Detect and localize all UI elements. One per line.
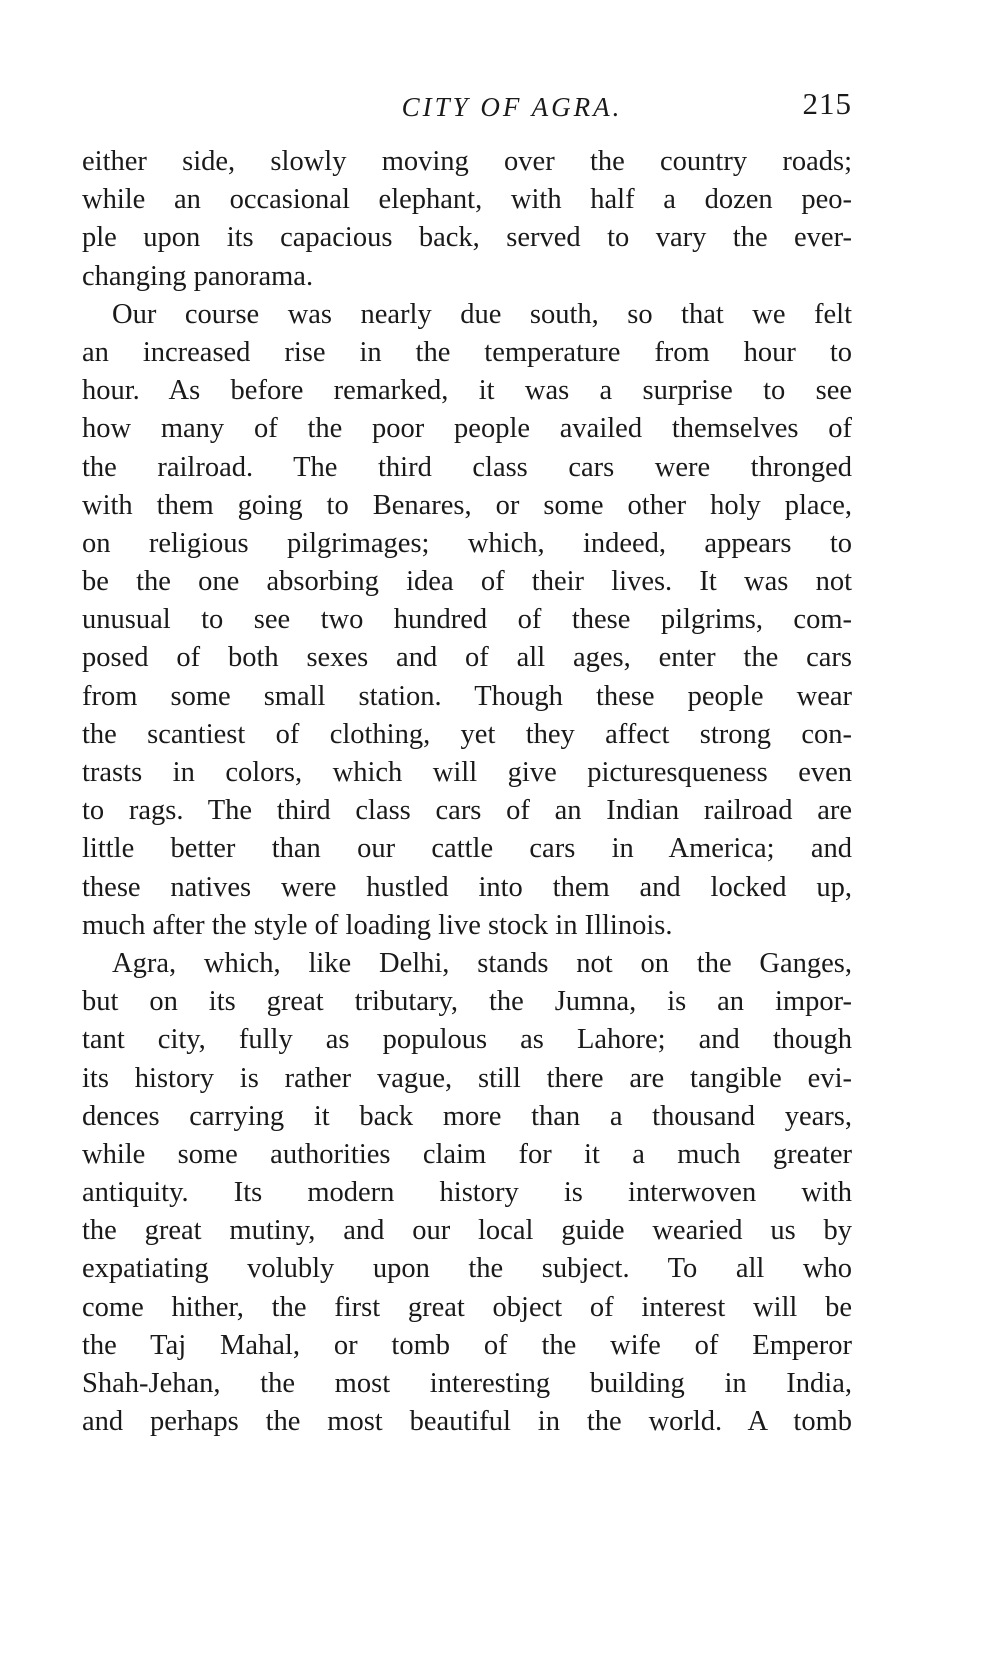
body-text <box>82 143 852 1441</box>
paragraph <box>82 296 852 945</box>
text-line: much after the style of loading live stock in Illinois. <box>82 909 673 941</box>
text-line: dences carrying it back more than a thousand years, <box>82 1100 852 1132</box>
page-number: 215 <box>802 86 852 121</box>
paragraph <box>82 945 852 1441</box>
text-line: how many of the poor people availed themselves of <box>82 413 852 445</box>
text-line: with them going to Benares, or some other holy place, <box>82 489 852 521</box>
text-line: these natives were hustled into them and locked up, <box>82 871 852 903</box>
text-line: changing panorama. <box>82 260 314 292</box>
text-line: the Taj Mahal, or tomb of the wife of Emperor <box>82 1329 852 1361</box>
text-line: while some authorities claim for it a much greater <box>82 1138 852 1170</box>
text-line: its history is rather vague, still there are tangible evi- <box>82 1062 852 1094</box>
text-line: to rags. The third class cars of an Indian railroad are <box>82 795 852 827</box>
text-line: expatiating volubly upon the subject. To all who <box>82 1253 852 1285</box>
running-head <box>82 86 852 126</box>
text-line: ple upon its capacious back, served to vary the ever- <box>82 222 852 254</box>
text-line: Agra, which, like Delhi, stands not on the Ganges, <box>112 947 852 979</box>
text-line: either side, slowly moving over the country roads; <box>82 146 852 177</box>
text-line: the scantiest of clothing, yet they affect strong con- <box>82 718 852 750</box>
text-line: hour. As before remarked, it was a surprise to see <box>82 375 852 407</box>
text-line: Shah-Jehan, the most interesting building in India, <box>82 1368 852 1399</box>
text-line: posed of both sexes and of all ages, enter the cars <box>82 642 852 674</box>
text-line: an increased rise in the temperature from hour to <box>82 336 852 368</box>
text-line: but on its great tributary, the Jumna, is an impor- <box>82 986 852 1018</box>
text-line: the railroad. The third class cars were thronged <box>82 451 852 483</box>
text-line: trasts in colors, which will give picturesqueness even <box>82 757 852 788</box>
text-line: unusual to see two hundred of these pilgrims, com- <box>82 604 852 636</box>
text-line: be the one absorbing idea of their lives. It was not <box>82 566 852 598</box>
text-line: from some small station. Though these people wear <box>82 680 852 712</box>
text-line: Our course was nearly due south, so that we felt <box>112 298 852 330</box>
text-line: antiquity. Its modern history is interwoven with <box>82 1177 852 1209</box>
text-line: come hither, the first great object of interest will be <box>82 1291 852 1323</box>
text-line: on religious pilgrimages; which, indeed, appears to <box>82 527 852 559</box>
text-line: little better than our cattle cars in America; and <box>82 833 852 865</box>
running-title: CITY OF AGRA. <box>401 92 623 122</box>
text-line: while an occasional elephant, with half a dozen peo- <box>82 184 852 216</box>
text-line: the great mutiny, and our local guide wearied us by <box>82 1215 852 1247</box>
paragraph <box>82 143 852 296</box>
text-line: and perhaps the most beautiful in the world. A tomb <box>82 1406 852 1438</box>
text-line: tant city, fully as populous as Lahore; and though <box>82 1024 852 1056</box>
